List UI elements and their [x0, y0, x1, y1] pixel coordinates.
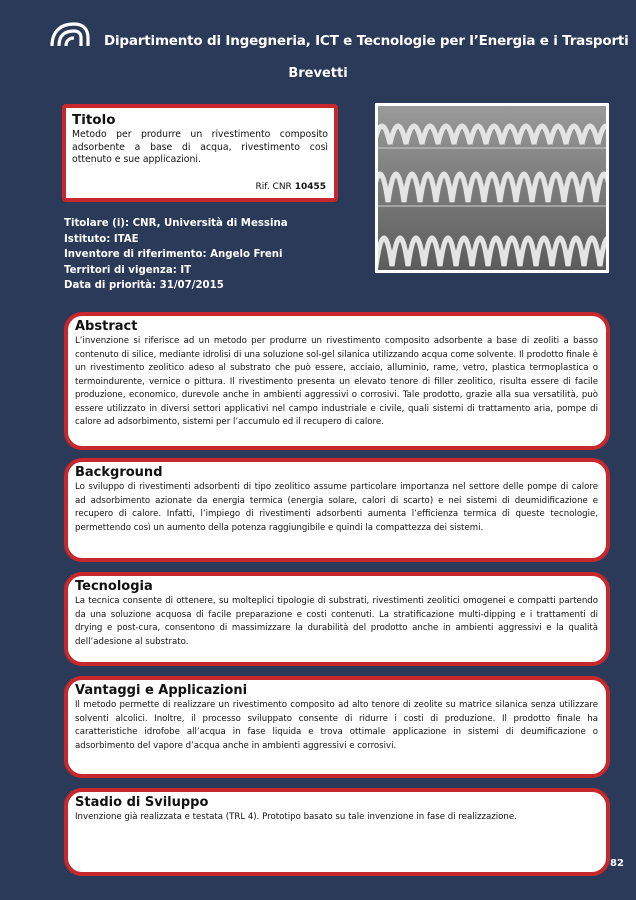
page-number: 82	[610, 858, 624, 869]
cnr-logo	[48, 20, 92, 50]
territori: Territori di vigenza: IT	[64, 264, 192, 276]
rif-number: 10455	[294, 182, 326, 192]
product-photo	[375, 103, 609, 273]
inventore: Inventore di riferimento: Angelo Freni	[64, 249, 283, 260]
stadio-card	[64, 788, 610, 876]
background-text: Lo sviluppo di rivestimenti adsorbenti di tipo zeolitico assume particolare importanza nel settore delle pompe di calore ad adsorbimento azionate da energia termica (energia solare, calori di scarto) e nei sistemi di deumidificazione e recupero di calore. Infatti, l’impiego di rivestimenti adsorbenti aumenta l’efficienza termica di queste tecnologie, permettendo così un aumento della potenza raggiungibile e quindi la compattezza dei sistemi.	[75, 482, 598, 533]
patent-meta	[64, 216, 288, 294]
rif-label: Rif. CNR	[255, 182, 292, 192]
titolo-text: Metodo per produrre un rivestimento composito adsorbente a base di acqua, rivestimento così ottenuto e sue applicazioni.	[72, 129, 328, 165]
abstract-heading: Abstract	[75, 319, 138, 334]
abstract-card	[64, 312, 610, 450]
abstract-text: L’invenzione si riferisce ad un metodo per produrre un rivestimento composito adsorbente a base di zeoliti a basso contenuto di silice, mediante idrolisi di una soluzione sol-gel silanica utilizzando acqua come solvente. Il prodotto finale è un rivestimento zeolitico adeso al substrato che può essere, acciaio, alluminio, rame, vetro, plastica termoplastica o termoindurente, vernice o pittura. Il rivestimento presenta un elevato tenore di filler zeolitico, risulta essere di facile produzione, economico, durevole anche in ambienti aggressivi o corrosivi. Tale prodotto, grazie alla sua versatilità, può essere utilizzato in diversi settori applicativi nel campo industriale e civile, quali sistemi di trattamento aria, pompe di calore ad adsorbimento, sistemi per l’accumulo ed il recupero di calore.	[75, 336, 598, 427]
data-priorita: Data di priorità: 31/07/2015	[64, 280, 224, 291]
tecnologia-text: La tecnica consente di ottenere, su molteplici tipologie di substrati, rivestimenti zeolitici omogenei e compatti partendo da una soluzione acquosa di facile preparazione e costi contenuti. La stratificazione multi-dipping e i trattamenti di drying e post-cura, consentono di massimizzare la durabilità del prodotto anche in ambienti aggressivi e la qualità dell’adesione al substrato.	[75, 596, 598, 647]
rif-cnr	[256, 182, 326, 192]
background-heading: Background	[75, 465, 163, 480]
background-card	[64, 458, 610, 562]
vantaggi-heading: Vantaggi e Applicazioni	[75, 683, 248, 698]
department-title: Dipartimento di Ingegneria, ICT e Tecnologie per l’Energia e i Trasporti	[104, 33, 629, 49]
istituto: Istituto: ITAE	[64, 233, 139, 245]
section-title: Brevetti	[288, 66, 348, 81]
titolare: Titolare (i): CNR, Università di Messina	[64, 218, 288, 229]
stadio-heading: Stadio di Sviluppo	[75, 795, 209, 810]
titolo-heading: Titolo	[72, 112, 116, 128]
coated-fins-image	[378, 106, 606, 270]
tecnologia-heading: Tecnologia	[75, 579, 153, 594]
titolo-box	[62, 104, 338, 202]
stadio-text: Invenzione già realizzata e testata (TRL 4). Prototipo basato su tale invenzione in fase di realizzazione.	[75, 812, 517, 822]
tecnologia-card	[64, 572, 610, 666]
vantaggi-card	[64, 676, 610, 778]
vantaggi-text: Il metodo permette di realizzare un rivestimento composito ad alto tenore di zeolite su matrice silanica senza utilizzare solventi alcolici. Inoltre, il processo sviluppato consente di ridurre i costi di produzione. Il prodotto finale ha caratteristiche idrofobe all’acqua in fase liquida e trova ottimale applicazione in sistemi di deumificazione o adsorbimento del vapore d’acqua anche in ambienti aggressivi e corrosivi.	[75, 700, 598, 751]
